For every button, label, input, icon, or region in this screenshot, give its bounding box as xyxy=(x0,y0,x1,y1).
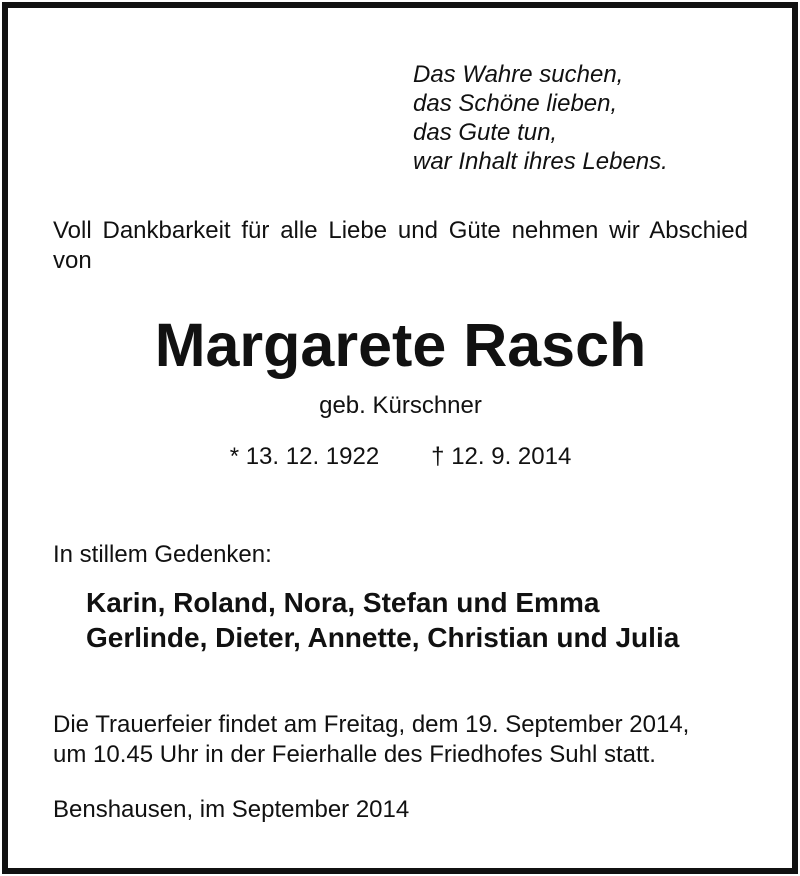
poem-quote xyxy=(413,60,668,176)
funeral-line: um 10.45 Uhr in der Feierhalle des Friedhofes Suhl statt. xyxy=(53,741,656,768)
mourners-line: Karin, Roland, Nora, Stefan und Emma xyxy=(86,587,600,618)
mourners-list xyxy=(86,585,679,655)
death-date: † 12. 9. 2014 xyxy=(431,443,572,470)
maiden-name: geb. Kürschner xyxy=(319,392,482,419)
birth-date: * 13. 12. 1922 xyxy=(229,443,380,470)
life-dates xyxy=(53,442,748,472)
poem-line: war Inhalt ihres Lebens. xyxy=(413,148,668,175)
poem-line: das Schöne lieben, xyxy=(413,90,618,117)
mourners-line: Gerlinde, Dieter, Annette, Christian und Julia xyxy=(86,622,680,653)
poem-line: Das Wahre suchen, xyxy=(413,61,624,88)
deceased-name: Margarete Rasch xyxy=(154,311,647,379)
funeral-info xyxy=(53,710,753,770)
place-date: Benshausen, im September 2014 xyxy=(53,796,410,823)
funeral-line: Die Trauerfeier findet am Freitag, dem 19. September 2014, xyxy=(53,711,690,738)
memory-label: In stillem Gedenken: xyxy=(53,541,272,568)
poem-line: das Gute tun, xyxy=(413,119,558,146)
obituary-notice xyxy=(2,2,798,874)
intro-text: Voll Dankbarkeit für alle Liebe und Güte nehmen wir Abschied von xyxy=(53,217,748,274)
